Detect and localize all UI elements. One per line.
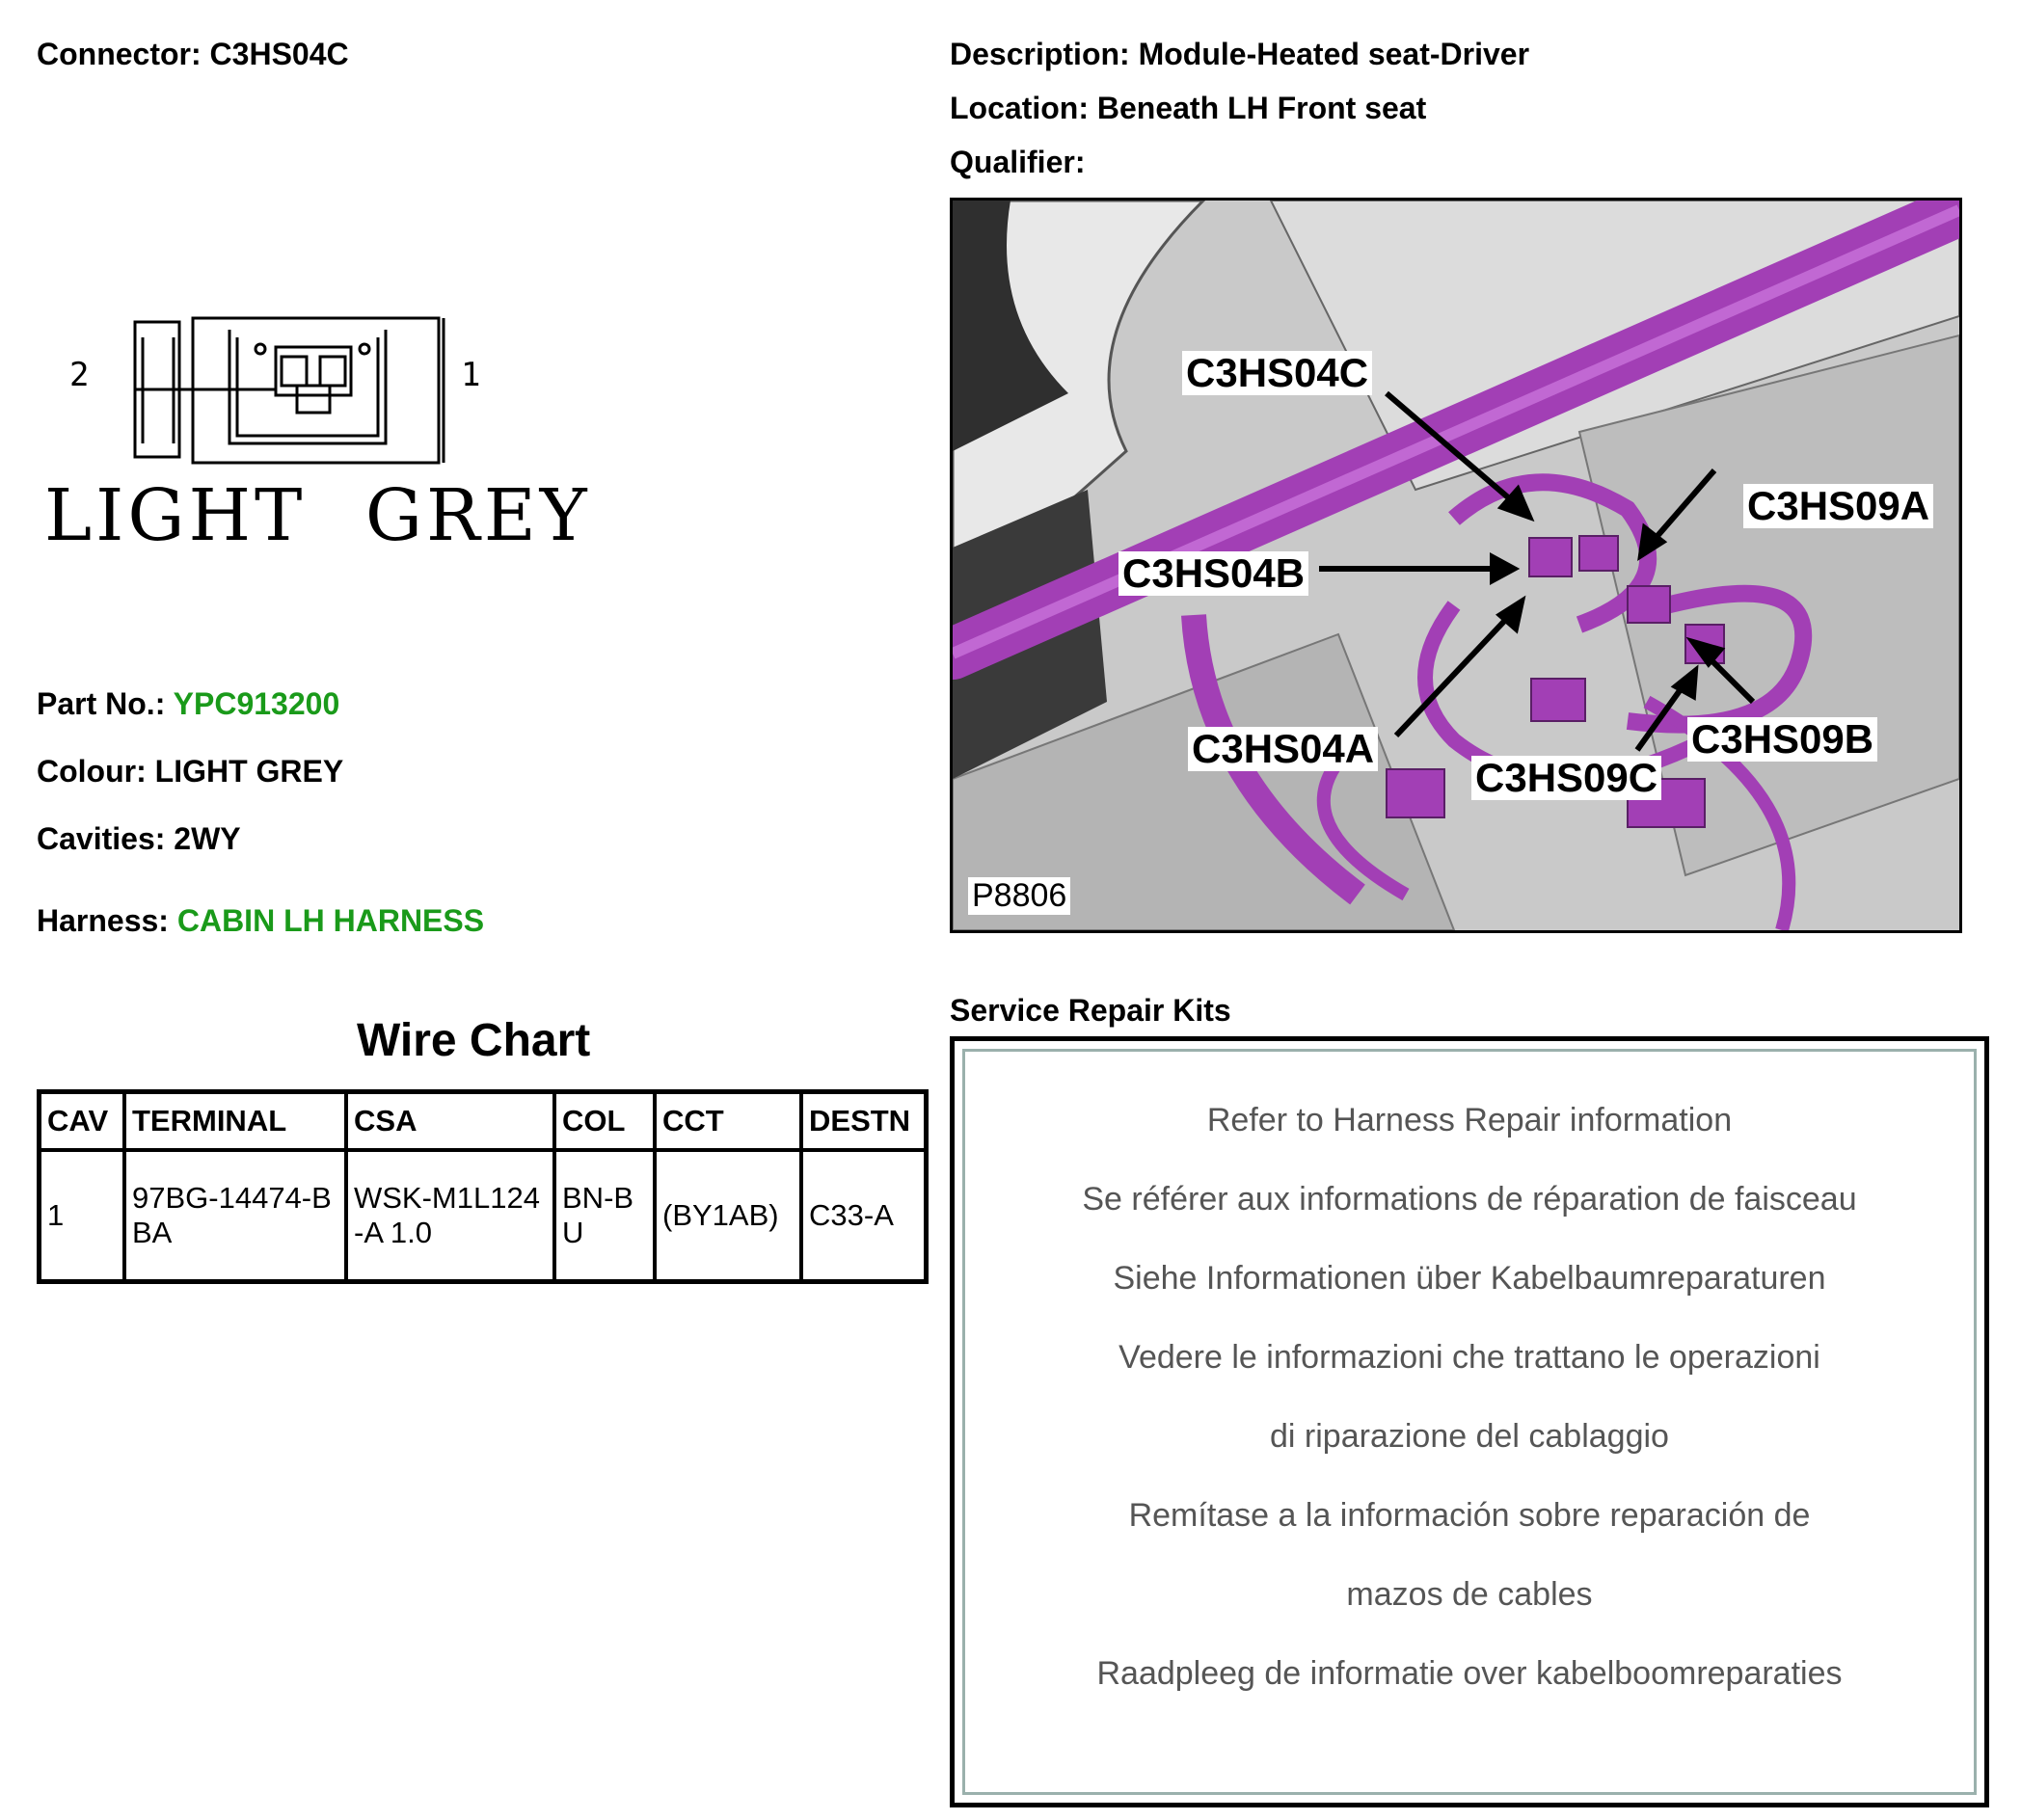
location-line	[950, 91, 1426, 126]
cell-cct: (BY1AB)	[655, 1150, 801, 1282]
column-header-terminal: TERMINAL	[124, 1092, 346, 1151]
cell-cav: 1	[40, 1150, 125, 1282]
qualifier-label: Qualifier:	[950, 145, 1086, 179]
connector-colour-caption: LIGHT GREY	[44, 474, 591, 557]
cell-col: BN-BU	[554, 1150, 655, 1282]
callout-c3hs09a: C3HS09A	[1743, 484, 1933, 528]
colour-label: Colour:	[37, 754, 147, 789]
description-line	[950, 37, 1529, 72]
part-number-label: Part No.:	[37, 686, 166, 721]
wire-chart-title: Wire Chart	[357, 1015, 591, 1066]
description-value: Module-Heated seat-Driver	[1138, 37, 1530, 71]
repair-info-line: Siehe Informationen über Kabelbaumreparaturen	[1113, 1260, 1826, 1297]
location-photo	[950, 198, 1962, 933]
table-header-row	[40, 1092, 927, 1151]
repair-info-line: Se référer aux informations de réparation de faisceau	[1082, 1181, 1857, 1218]
repair-info-line: mazos de cables	[1346, 1576, 1593, 1613]
connector-id: C3HS04C	[209, 37, 349, 71]
column-header-cct: CCT	[655, 1092, 801, 1151]
seat-underside-illustration	[953, 201, 1959, 930]
service-repair-kits-panel	[962, 1049, 1977, 1795]
colour-value: LIGHT GREY	[154, 754, 344, 789]
qualifier-line	[950, 145, 1085, 180]
pin-1-label: 1	[461, 356, 481, 394]
harness-link[interactable]: CABIN LH HARNESS	[176, 903, 485, 938]
harness-line	[37, 903, 484, 939]
repair-info-line: Remítase a la información sobre reparación de	[1128, 1497, 1811, 1534]
wire-chart-table	[37, 1089, 929, 1284]
harness-label: Harness:	[37, 903, 169, 938]
part-number-line	[37, 686, 339, 722]
callout-c3hs09c: C3HS09C	[1471, 756, 1661, 800]
table-row	[40, 1150, 927, 1282]
repair-info-line: Raadpleeg de informatie over kabelboomreparaties	[1096, 1655, 1843, 1692]
connector-heading	[37, 37, 349, 72]
repair-info-line: di riparazione del cablaggio	[1270, 1418, 1669, 1455]
service-repair-kits-box	[950, 1036, 1989, 1807]
repair-info-line: Refer to Harness Repair information	[1206, 1102, 1733, 1138]
connector-face-diagram	[58, 308, 521, 472]
cell-destn: C33-A	[801, 1150, 927, 1282]
callout-c3hs09b: C3HS09B	[1687, 717, 1877, 762]
column-header-destn: DESTN	[801, 1092, 927, 1151]
cell-terminal: 97BG-14474-BBA	[124, 1150, 346, 1282]
connector-label: Connector:	[37, 37, 202, 71]
description-label: Description:	[950, 37, 1130, 71]
column-header-csa: CSA	[346, 1092, 554, 1151]
pin-2-label: 2	[69, 356, 90, 394]
callout-c3hs04a: C3HS04A	[1188, 727, 1378, 771]
callout-c3hs04b: C3HS04B	[1118, 551, 1308, 596]
cavities-value: 2WY	[174, 821, 241, 856]
cavities-label: Cavities:	[37, 821, 166, 856]
cavities-line	[37, 821, 241, 857]
callout-c3hs04c: C3HS04C	[1182, 351, 1372, 395]
photo-reference-id: P8806	[968, 877, 1070, 915]
location-label: Location:	[950, 91, 1089, 125]
column-header-cav: CAV	[40, 1092, 125, 1151]
cell-csa: WSK-M1L124-A 1.0	[346, 1150, 554, 1282]
column-header-col: COL	[554, 1092, 655, 1151]
part-number-link[interactable]: YPC913200	[173, 686, 340, 721]
service-repair-kits-title: Service Repair Kits	[950, 993, 1231, 1028]
colour-line	[37, 754, 343, 790]
repair-info-line: Vedere le informazioni che trattano le operazioni	[1118, 1339, 1820, 1376]
location-value: Beneath LH Front seat	[1096, 91, 1427, 125]
